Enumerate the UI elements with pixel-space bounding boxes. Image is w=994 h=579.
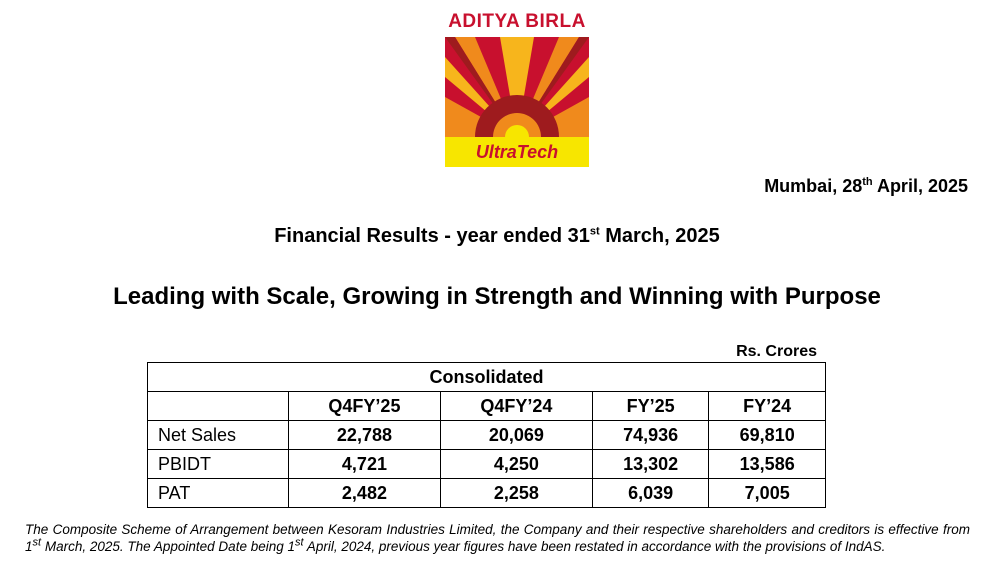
column-header: Q4FY’25 xyxy=(289,392,441,421)
column-header: Q4FY’24 xyxy=(440,392,592,421)
table-cell: 13,586 xyxy=(709,450,826,479)
footnote: The Composite Scheme of Arrangement between Kesoram Industries Limited, the Company and their respective shareholders and creditors is effective from 1st March, 2025. The Appointed Date being 1st April, 2024, previous year figures have been restated in accordance with the provisions of IndAS. xyxy=(25,522,970,554)
table-cell: 74,936 xyxy=(592,421,709,450)
logo-product-band xyxy=(445,137,589,167)
unit-label: Rs. Crores xyxy=(736,343,817,360)
table-cell: 69,810 xyxy=(709,421,826,450)
column-header: FY’25 xyxy=(592,392,709,421)
rising-sun-logo-mark xyxy=(445,37,589,137)
row-label: PBIDT xyxy=(148,450,289,479)
column-header: FY’24 xyxy=(709,392,826,421)
place-and-date: Mumbai, 28th April, 2025 xyxy=(764,176,968,196)
company-logo xyxy=(443,10,591,162)
table-cell: 4,721 xyxy=(289,450,441,479)
table-cell: 7,005 xyxy=(709,479,826,508)
financial-results-table xyxy=(147,362,826,508)
table-cell: 6,039 xyxy=(592,479,709,508)
tagline: Leading with Scale, Growing in Strength and Winning with Purpose xyxy=(113,283,881,310)
report-heading: Financial Results - year ended 31st March, 2025 xyxy=(274,225,720,247)
table-cell: 20,069 xyxy=(440,421,592,450)
table-row xyxy=(148,421,826,450)
table-cell: 22,788 xyxy=(289,421,441,450)
logo-brand-text: ADITYA BIRLA xyxy=(448,11,586,32)
table-cell: 13,302 xyxy=(592,450,709,479)
table-cell: 4,250 xyxy=(440,450,592,479)
table-cell: 2,482 xyxy=(289,479,441,508)
section-header: Consolidated xyxy=(148,363,826,392)
table-cell: 2,258 xyxy=(440,479,592,508)
table-row xyxy=(148,479,826,508)
corner-cell xyxy=(148,392,289,421)
logo-product-text: UltraTech xyxy=(475,142,559,162)
row-label: Net Sales xyxy=(148,421,289,450)
row-label: PAT xyxy=(148,479,289,508)
table-row xyxy=(148,450,826,479)
